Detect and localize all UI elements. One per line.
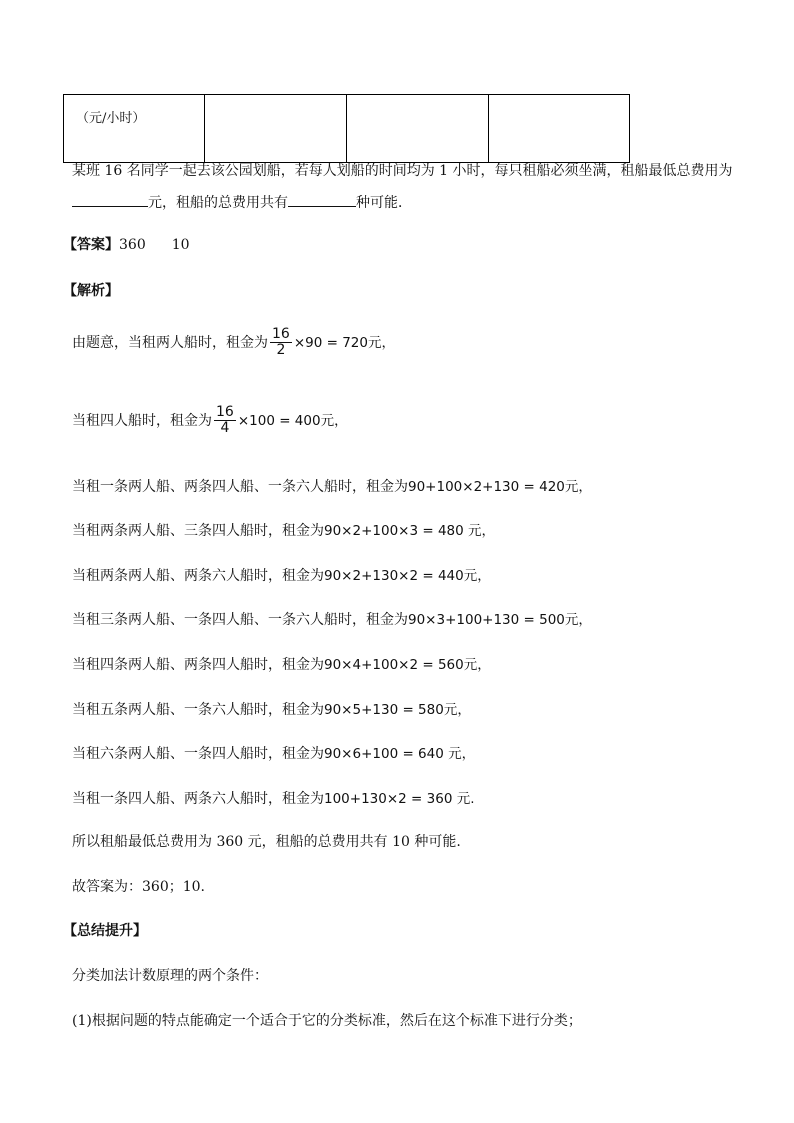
- question-line-1: 某班 16 名同学一起去该公园划船，若每人划船的时间均为 1 小时，每只租船必须坐满，租船最低总费用为: [72, 163, 733, 179]
- analysis-expression: 100+130×2 = 360 元.: [324, 791, 475, 807]
- analysis-text: 当租五条两人船、一条六人船时，租金为: [72, 702, 324, 718]
- analysis-expression: 90×6+100 = 640 元，: [324, 746, 476, 762]
- analysis-text: 当租四条两人船、两条四人船时，租金为: [72, 657, 324, 673]
- analysis-line-7: [72, 653, 491, 674]
- price-table: [63, 94, 630, 163]
- summary-line-1: 分类加法计数原理的两个条件：: [72, 968, 268, 984]
- analysis-expression: 90×3+100+130 = 500元，: [408, 612, 592, 628]
- analysis-line-1: [72, 327, 395, 359]
- table-cell-empty: [489, 95, 630, 163]
- table-cell-empty: [205, 95, 347, 163]
- table-cell-empty: [347, 95, 489, 163]
- analysis-line-8: [72, 698, 471, 719]
- table-cell-unit: [64, 95, 205, 163]
- analysis-text: 当租两条两人船、三条四人船时，租金为: [72, 523, 324, 539]
- question-mid: 元，租船的总费用共有: [148, 195, 288, 211]
- analysis-expression: 90+100×2+130 = 420元，: [408, 479, 592, 495]
- answer-value-2: 10: [171, 237, 190, 253]
- analysis-line-4: [72, 519, 495, 540]
- answer-label: 【答案】: [63, 237, 119, 253]
- analysis-line-2: [72, 405, 348, 437]
- analysis-line-3: [72, 475, 592, 496]
- answer-value-1: 360: [119, 237, 146, 253]
- question-end: 种可能．: [356, 195, 412, 211]
- analysis-conclusion: 所以租船最低总费用为 360 元，租船的总费用共有 10 种可能.: [72, 834, 461, 850]
- question-line-2: [72, 192, 412, 212]
- fraction-numerator: 16: [216, 404, 234, 420]
- analysis-text: 当租一条两人船、两条四人船、一条六人船时，租金为: [72, 479, 408, 495]
- fraction-denominator: 2: [276, 342, 286, 359]
- analysis-final-answer: 故答案为：360；10.: [72, 879, 205, 895]
- analysis-text: 当租六条两人船、一条四人船时，租金为: [72, 746, 324, 762]
- answer-blank-2: [288, 192, 356, 207]
- analysis-line-9: [72, 742, 475, 763]
- analysis-text: 当租三条两人船、一条四人船、一条六人船时，租金为: [72, 612, 408, 628]
- fraction: [270, 327, 292, 359]
- analysis-label: 【解析】: [63, 283, 119, 299]
- table-row: [64, 95, 630, 163]
- analysis-text: 由题意，当租两人船时，租金为: [72, 334, 268, 351]
- analysis-line-5: [72, 564, 491, 585]
- summary-line-2: (1)根据问题的特点能确定一个适合于它的分类标准，然后在这个标准下进行分类；: [72, 1013, 582, 1029]
- analysis-expression: 90×2+130×2 = 440元，: [324, 568, 491, 584]
- analysis-expression: ×90 = 720元，: [293, 334, 395, 351]
- analysis-text: 当租一条四人船、两条六人船时，租金为: [72, 791, 324, 807]
- unit-label: （元/小时）: [76, 111, 146, 126]
- analysis-line-6: [72, 608, 592, 629]
- answer-line: [63, 234, 190, 254]
- analysis-line-10: [72, 787, 475, 808]
- fraction-numerator: 16: [272, 326, 290, 342]
- analysis-expression: 90×4+100×2 = 560元，: [324, 657, 491, 673]
- summary-label: 【总结提升】: [63, 923, 147, 939]
- analysis-text: 当租四人船时，租金为: [72, 412, 212, 429]
- answer-blank-1: [72, 192, 148, 207]
- analysis-expression: ×100 = 400元，: [237, 412, 348, 429]
- analysis-expression: 90×5+130 = 580元，: [324, 702, 471, 718]
- analysis-text: 当租两条两人船、两条六人船时，租金为: [72, 568, 324, 584]
- fraction-denominator: 4: [220, 420, 230, 437]
- analysis-expression: 90×2+100×3 = 480 元，: [324, 523, 496, 539]
- fraction: [214, 405, 236, 437]
